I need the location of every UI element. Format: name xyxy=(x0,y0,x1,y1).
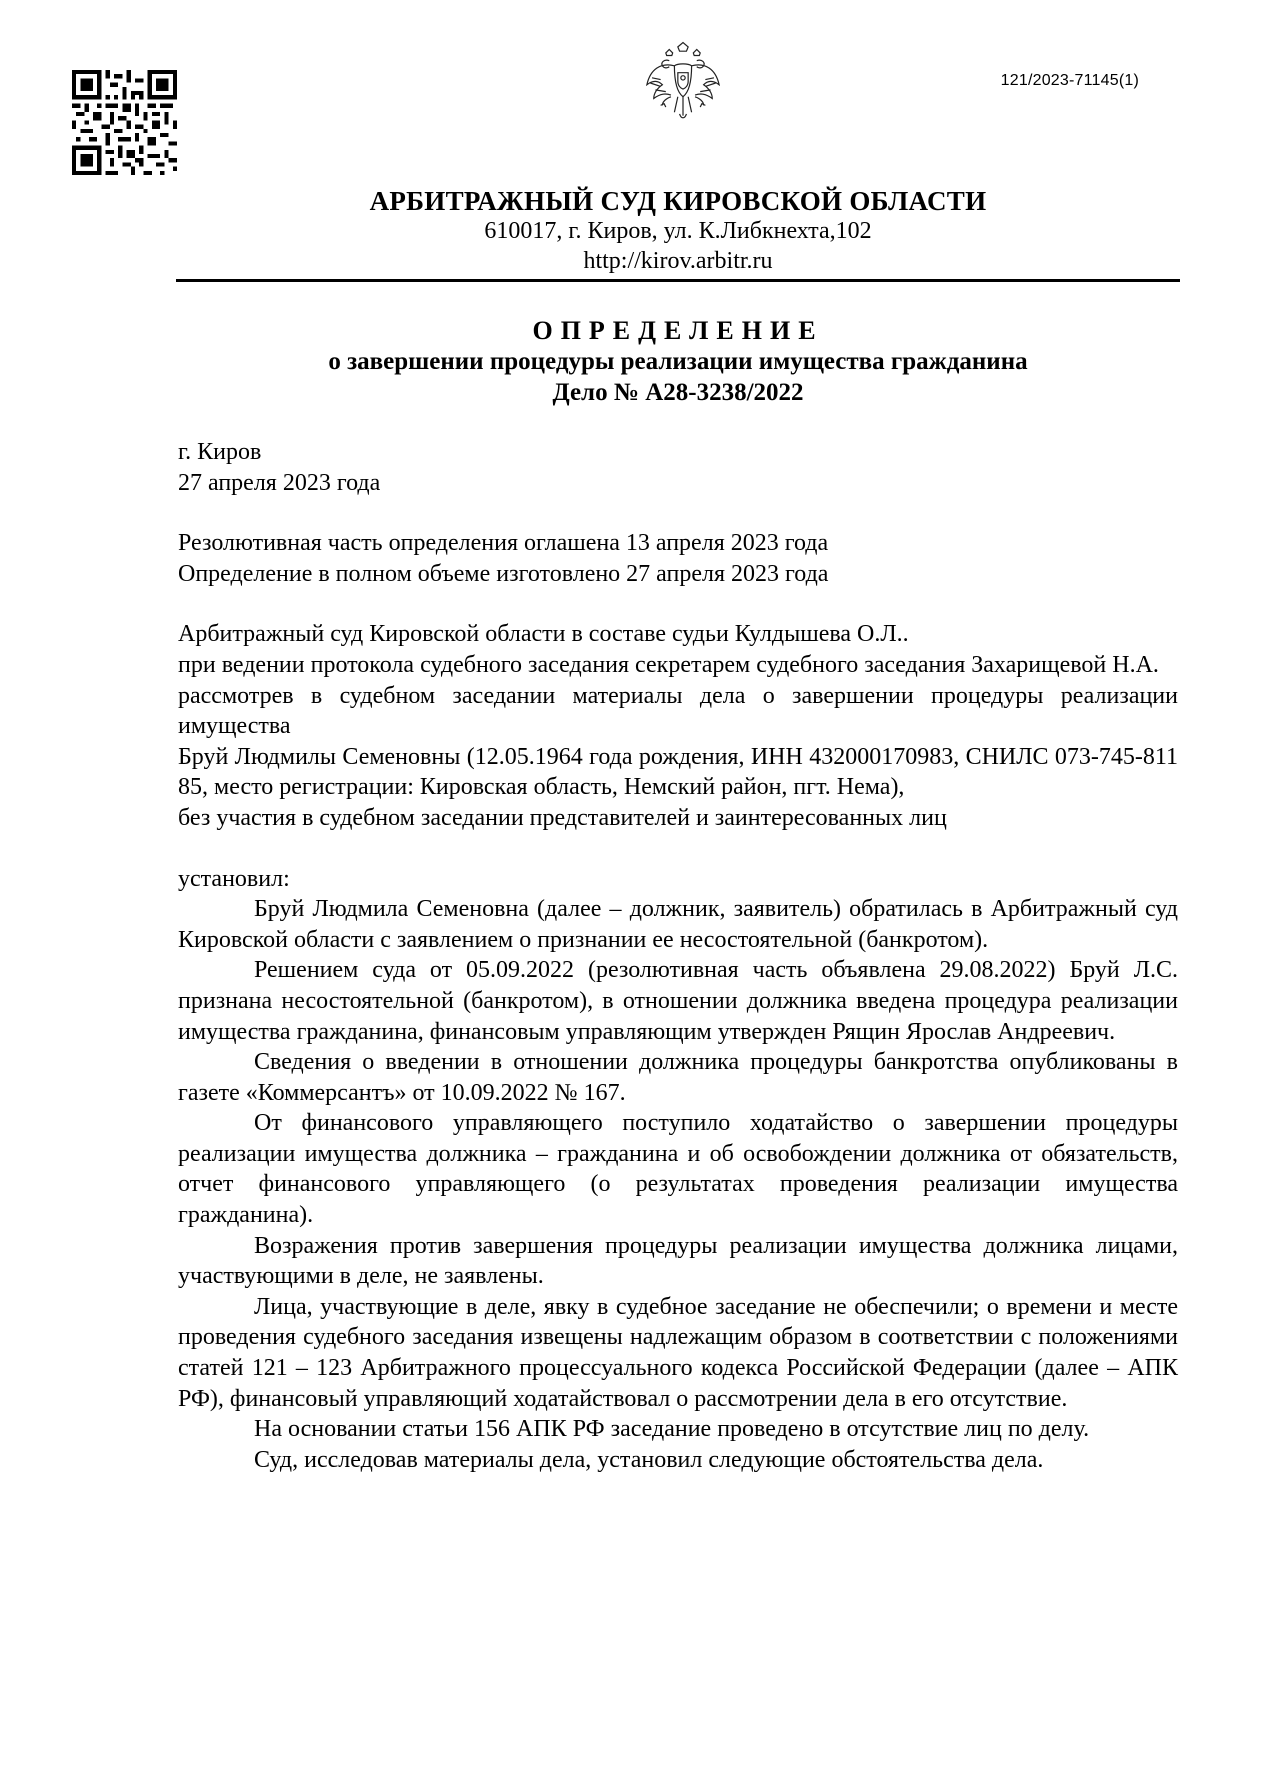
document-date: 27 апреля 2023 года xyxy=(178,469,381,496)
secretary-info: при ведении протокола судебного заседания секретарем судебного заседания Захарищевой Н.А. xyxy=(178,651,1159,678)
title-main: ОПРЕДЕЛЕНИЕ xyxy=(532,316,824,345)
document-number: 121/2023-71145(1) xyxy=(1000,72,1139,89)
court-composition: Арбитражный суд Кировской области в составе судьи Кулдышева О.Л.. xyxy=(178,621,909,648)
court-name: АРБИТРАЖНЫЙ СУД КИРОВСКОЙ ОБЛАСТИ xyxy=(369,186,987,216)
paragraph: Суд, исследовав материалы дела, установил следующие обстоятельства дела. xyxy=(254,1446,1044,1473)
announced-date: Резолютивная часть определения оглашена 13 апреля 2023 года xyxy=(178,530,829,557)
paragraph: Решением суда от 05.09.2022 (резолютивная часть объявлена 29.08.2022) Бруй Л.С. признана несостоятельной (банкротом), в отношении должника введена процедура реализации имущества гражданина, финансовым управляющим утвержден Рящин Ярослав Андреевич. xyxy=(178,957,1178,1045)
established-heading: установил: xyxy=(178,865,290,892)
paragraph: Сведения о введении в отношении должника процедуры банкротства опубликованы в газете «Коммерсантъ» от 10.09.2022 № 167. xyxy=(178,1049,1178,1106)
court-header xyxy=(176,186,1180,276)
paragraph: Лица, участвующие в деле, явку в судебное заседание не обеспечили; о времени и месте проведения судебного заседания извещены надлежащим образом в соответствии с положениями статей 121 – 123 Арбитражного процессуального кодекса Российской Федерации (далее – АПК РФ), финансовый управляющий ходатайствовал о рассмотрении дела в его отсутствие. xyxy=(178,1293,1178,1412)
spacer xyxy=(178,589,1178,619)
spacer xyxy=(178,834,1178,864)
spacer xyxy=(178,498,1178,528)
document-body xyxy=(178,437,1178,1475)
court-address: 610017, г. Киров, ул. К.Либкнехта,102 xyxy=(484,218,872,244)
qr-code-icon xyxy=(72,70,177,175)
coat-of-arms-icon xyxy=(640,40,726,126)
document-title xyxy=(176,315,1180,408)
paragraph: Возражения против завершения процедуры реализации имущества должника лицами, участвующими в деле, не заявлены. xyxy=(178,1232,1178,1290)
header-divider xyxy=(176,279,1180,282)
title-subtitle: о завершении процедуры реализации имущества гражданина xyxy=(328,348,1028,375)
completed-date: Определение в полном объеме изготовлено 27 апреля 2023 года xyxy=(178,560,829,587)
case-number: Дело № А28-3238/2022 xyxy=(552,379,804,406)
court-website: http://kirov.arbitr.ru xyxy=(583,248,773,274)
paragraph: На основании статьи 156 АПК РФ заседание проведено в отсутствие лиц по делу. xyxy=(254,1416,1090,1443)
debtor-info: Бруй Людмилы Семеновны (12.05.1964 года рождения, ИНН 432000170983, СНИЛС 073-745-811 85, место регистрации: Кировская область, Немский район, пгт. Нема), xyxy=(178,743,1178,801)
paragraph: Бруй Людмила Семеновна (далее – должник, заявитель) обратилась в Арбитражный суд Кировской области с заявлением о признании ее несостоятельной (банкротом). xyxy=(178,896,1178,953)
paragraph: От финансового управляющего поступило ходатайство о завершении процедуры реализации имущества должника – гражданина и об освобождении должника от обязательств, отчет финансового управляющего (о результатах проведения реализации имущества гражданина). xyxy=(178,1110,1178,1229)
consideration-info: рассмотрев в судебном заседании материалы дела о завершении процедуры реализации имущества xyxy=(178,682,1178,740)
participation-info: без участия в судебном заседании представителей и заинтересованных лиц xyxy=(178,804,947,831)
city: г. Киров xyxy=(178,439,262,465)
